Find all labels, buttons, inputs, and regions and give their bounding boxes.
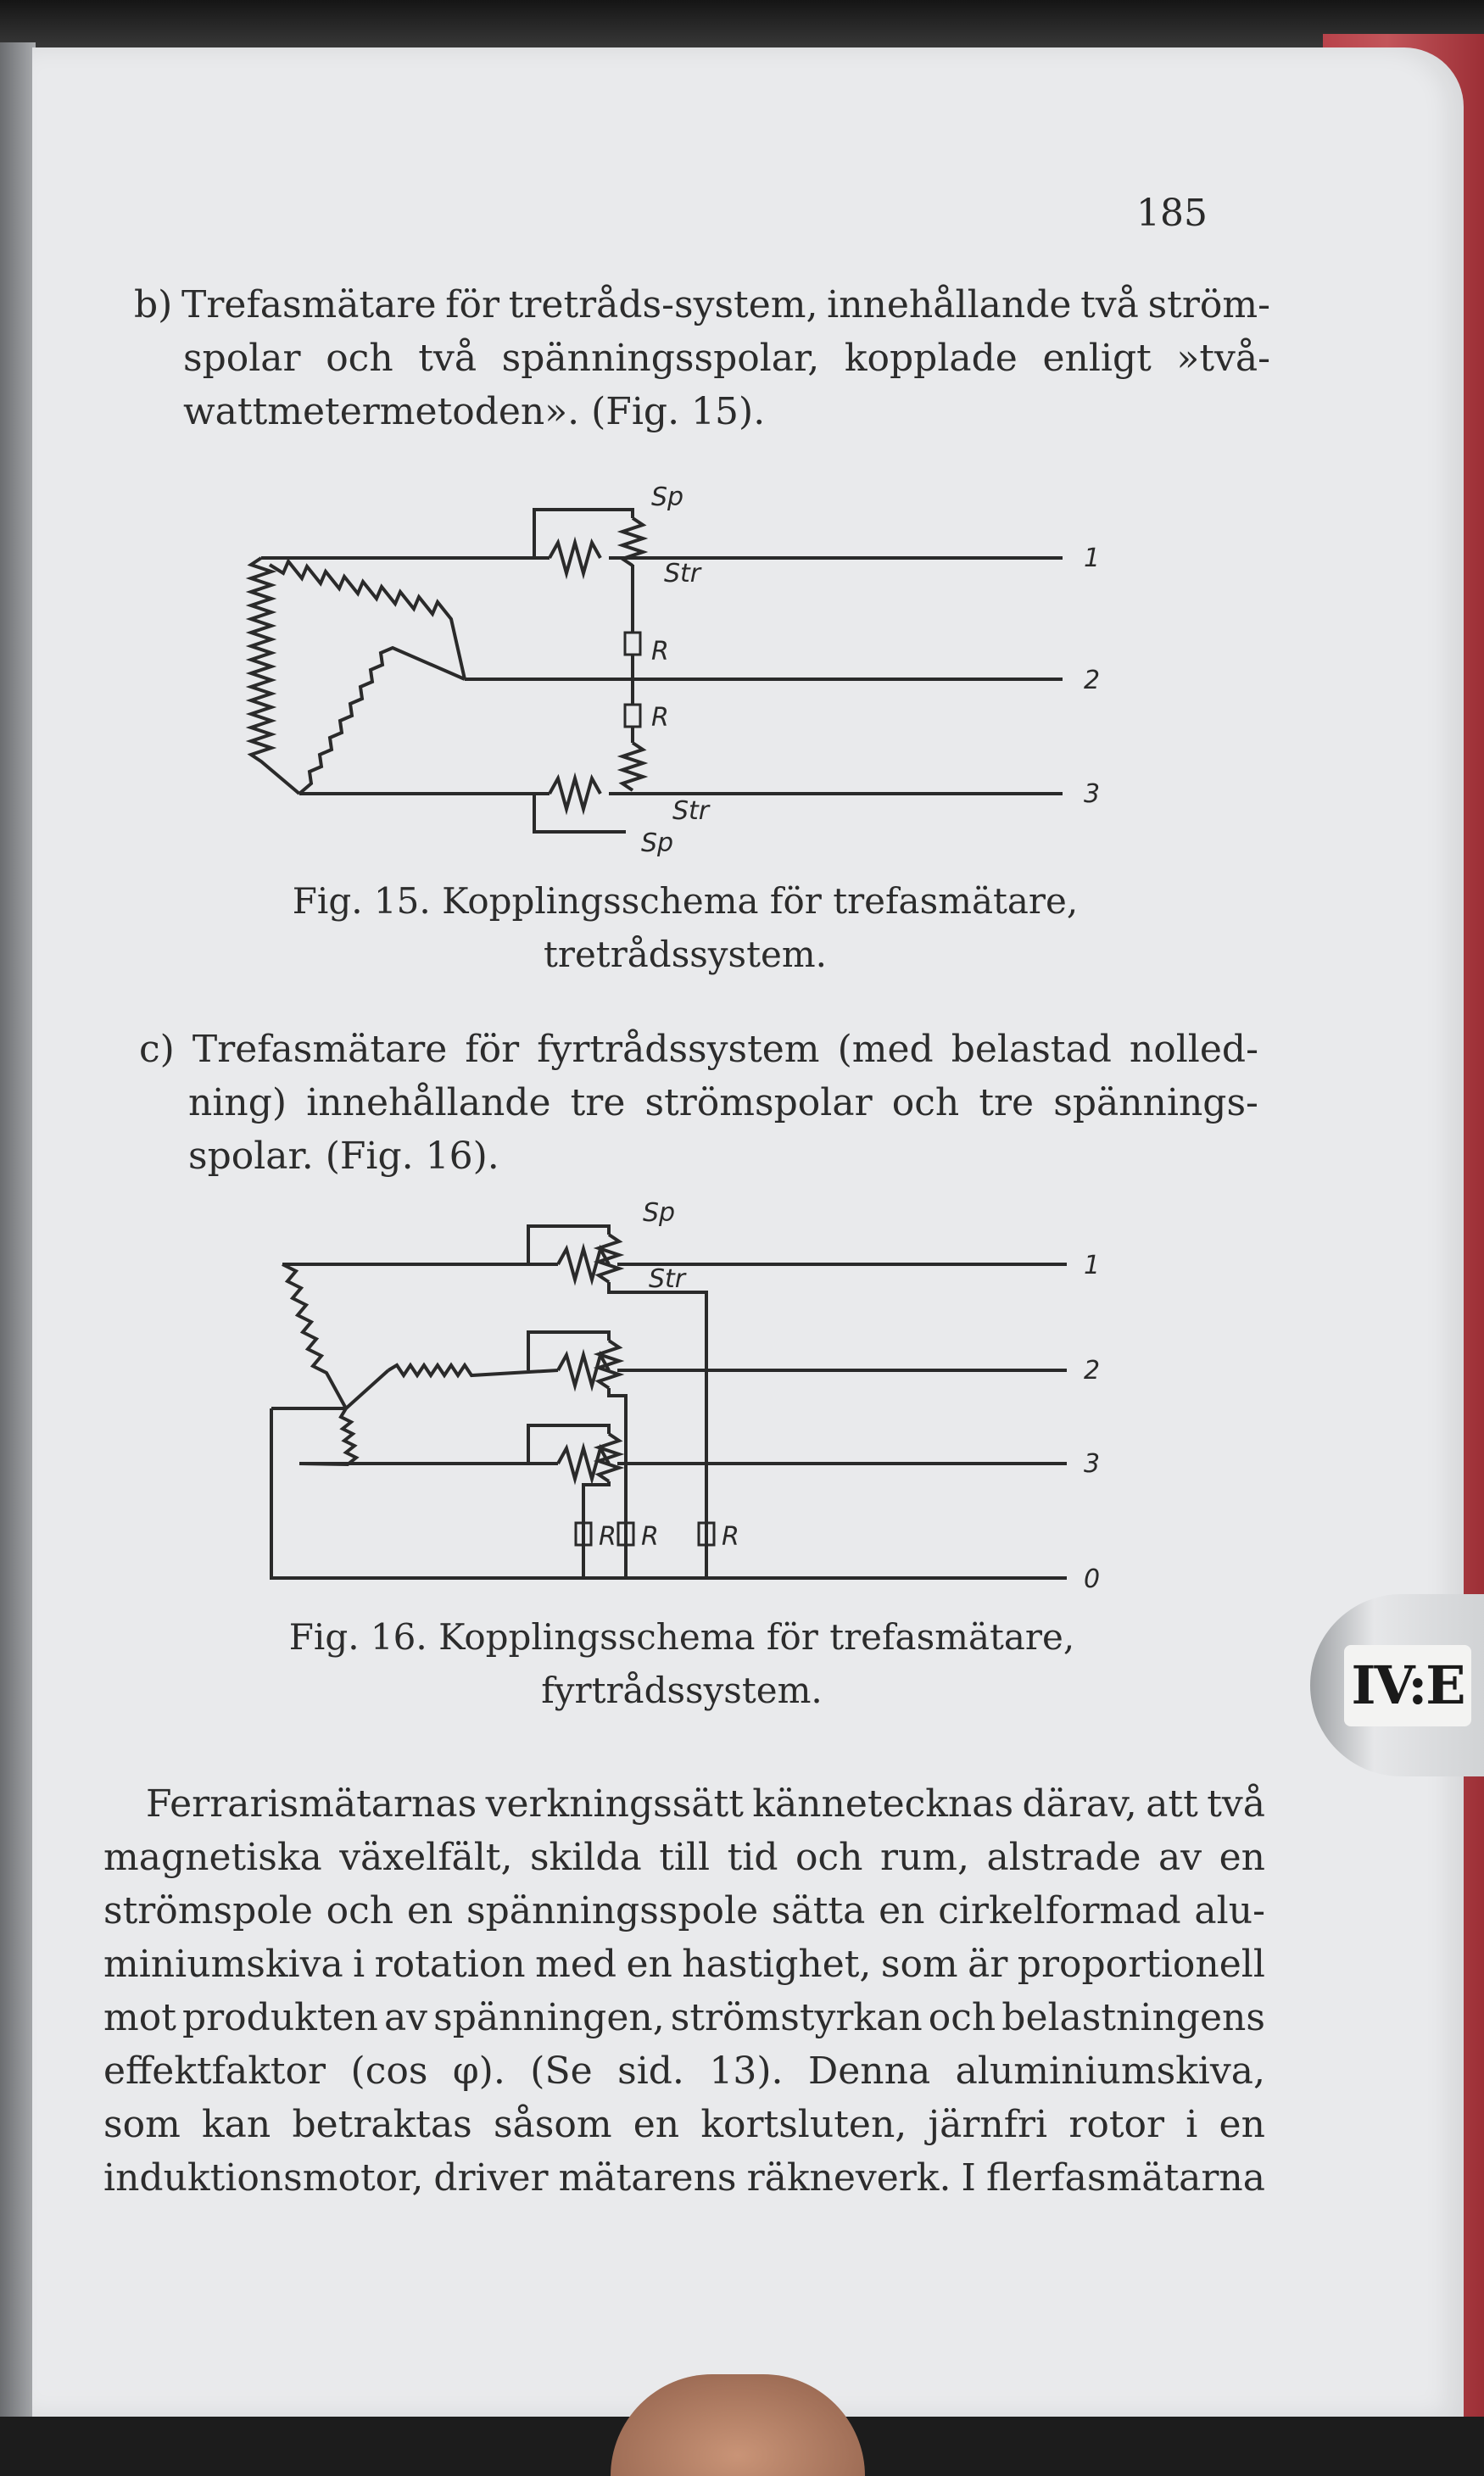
text-line [103, 1991, 1265, 2044]
word: kännetecknas [752, 1782, 1014, 1826]
word: flerfasmätarna [985, 2156, 1265, 2200]
word: en [1219, 2103, 1265, 2146]
word: belastningens [1001, 1996, 1265, 2039]
generator-coil-1 [282, 1264, 346, 1408]
word: φ). [452, 2049, 505, 2093]
label-sp-top: Sp [651, 482, 684, 512]
word: i [353, 1943, 365, 1986]
word: till [659, 1836, 711, 1879]
text-line [103, 2151, 1265, 2205]
current-coil-1 [550, 543, 600, 573]
resistor-r2 [625, 705, 640, 727]
word: b) [134, 283, 173, 326]
word: växelfält, [339, 1836, 513, 1879]
label-r3: R [722, 1522, 739, 1552]
word: och [795, 1836, 863, 1879]
body-paragraph [103, 1777, 1265, 2205]
word: cirkelformad [938, 1889, 1181, 1932]
word: innehållande [306, 1081, 551, 1124]
text-line [134, 278, 1270, 332]
word: spänningsspolar, [501, 337, 820, 380]
word: »två- [1176, 337, 1270, 380]
word: verkningssätt [485, 1782, 744, 1826]
generator-coil-upper [270, 561, 465, 679]
label-line-1: 1 [1084, 544, 1101, 573]
word: tre [570, 1081, 626, 1124]
word: I [961, 2156, 976, 2200]
word: spolar [183, 337, 301, 380]
text-line: wattmetermetoden». (Fig. 15). [183, 390, 766, 433]
word: i [1186, 2103, 1198, 2146]
label-line-1: 1 [1084, 1251, 1101, 1280]
word: med [535, 1943, 617, 1986]
word: därav, [1022, 1782, 1137, 1826]
word: belastad [951, 1028, 1112, 1071]
word: driver [433, 2156, 549, 2200]
word: två [418, 337, 477, 380]
generator-coil-left [251, 558, 299, 794]
word: 13). [709, 2049, 784, 2093]
word: skilda [529, 1836, 642, 1879]
label-sp-top: Sp [643, 1198, 676, 1228]
word: aluminiumskiva, [955, 2049, 1265, 2093]
fig16-caption [266, 1610, 1097, 1717]
word: spänningen, [433, 1996, 665, 2039]
word: och [326, 337, 393, 380]
voltage-coil-2 [622, 743, 643, 790]
word: miniumskiva [103, 1943, 343, 1986]
background-top-edge [0, 0, 1484, 51]
word: för [465, 1028, 520, 1071]
word: tre [979, 1081, 1035, 1124]
word: två [1080, 283, 1139, 326]
label-r2: R [651, 703, 669, 733]
word: en [633, 2103, 680, 2146]
word: betraktas [292, 2103, 472, 2146]
label-line-2: 2 [1084, 1356, 1101, 1386]
word: räkneverk. [746, 2156, 951, 2200]
word: ning) [188, 1081, 287, 1124]
word: kan [202, 2103, 271, 2146]
word: tid [727, 1836, 778, 1879]
word: enligt [1042, 337, 1152, 380]
word: av [1158, 1836, 1202, 1879]
word: såsom [493, 2103, 612, 2146]
resistor-r1 [625, 633, 640, 655]
text-line [183, 332, 1270, 385]
fig15-caption [270, 874, 1101, 981]
word: är [968, 1943, 1008, 1986]
generator-coil-2 [388, 1365, 558, 1375]
word: produkten [181, 1996, 378, 2039]
text-line [146, 1777, 1265, 1831]
word: som [103, 2103, 181, 2146]
caption-line: tretrådssystem. [544, 934, 827, 975]
label-str-bottom: Str [672, 796, 710, 826]
label-r1: R [651, 637, 669, 666]
word: rotation [374, 1943, 526, 1986]
word: rotor [1068, 2103, 1165, 2146]
fig16-circuit-diagram [227, 1192, 1118, 1616]
word: tretråds-system, [508, 283, 818, 326]
word: som [880, 1943, 958, 1986]
label-sp-bottom: Sp [641, 828, 674, 858]
word: strömstyrkan [670, 1996, 923, 2039]
word: innehållande [827, 283, 1072, 326]
fig15-circuit-diagram [236, 471, 1118, 878]
text-line [103, 2098, 1265, 2151]
word: järnfri [928, 2103, 1048, 2146]
caption-line: Fig. 15. Kopplingsschema för trefasmätare, [292, 880, 1079, 922]
caption-line: fyrtrådssystem. [541, 1670, 823, 1711]
word: spänningsspole [466, 1889, 759, 1932]
word: alu- [1194, 1889, 1265, 1932]
word: mätarens [558, 2156, 737, 2200]
word: en [406, 1889, 454, 1932]
word: induktionsmotor, [103, 2156, 424, 2200]
word: två [1207, 1782, 1265, 1826]
book-page [32, 47, 1464, 2417]
word: och [928, 1996, 996, 2039]
text-line [188, 1076, 1258, 1129]
word: nolled- [1129, 1028, 1258, 1071]
label-str-top: Str [649, 1264, 686, 1294]
word: magnetiska [103, 1836, 322, 1879]
label-str-top: Str [664, 559, 701, 588]
word: mot [103, 1996, 176, 2039]
generator-coil-3 [299, 1408, 356, 1464]
word: fyrtrådssystem [537, 1028, 820, 1071]
label-line-3: 3 [1084, 779, 1101, 809]
word: och [891, 1081, 960, 1124]
text-line [103, 2044, 1265, 2098]
label-r1: R [599, 1522, 616, 1552]
page-left-shadow [0, 42, 36, 2417]
label-r2: R [641, 1522, 659, 1552]
generator-coil-lower [299, 648, 465, 794]
word: c) [139, 1028, 175, 1071]
word: ström- [1147, 283, 1270, 326]
index-tab-label: IV:E [1344, 1645, 1471, 1726]
word: sätta [771, 1889, 866, 1932]
word: rum, [879, 1836, 970, 1879]
word: spännings- [1053, 1081, 1258, 1124]
section-b-paragraph [134, 278, 1270, 438]
word: hastighet, [682, 1943, 872, 1986]
text-line [103, 1884, 1265, 1938]
text-line [103, 1938, 1265, 1991]
label-line-2: 2 [1084, 666, 1101, 695]
word: en [879, 1889, 925, 1932]
word: strömspolar [644, 1081, 873, 1124]
word: och [326, 1889, 394, 1932]
word: Ferrarismätarnas [146, 1782, 477, 1826]
caption-line: Fig. 16. Kopplingsschema för trefasmätare, [288, 1616, 1075, 1658]
section-c-paragraph [139, 1023, 1258, 1183]
current-coil-2 [550, 778, 600, 809]
word: Denna [807, 2049, 931, 2093]
word: sid. [617, 2049, 684, 2093]
word: effektfaktor [103, 2049, 326, 2093]
word: Trefasmätare [181, 283, 437, 326]
word: (Se [530, 2049, 593, 2093]
word: kortsluten, [700, 2103, 907, 2146]
text-line: spolar. (Fig. 16). [188, 1135, 499, 1178]
word: kopplade [844, 337, 1018, 380]
word: strömspole [103, 1889, 313, 1932]
word: (med [837, 1028, 934, 1071]
word: av [383, 1996, 428, 2039]
word: alstrade [986, 1836, 1141, 1879]
word: för [445, 283, 499, 326]
word: Trefasmätare [192, 1028, 448, 1071]
label-line-0: 0 [1084, 1564, 1101, 1594]
label-line-3: 3 [1084, 1449, 1101, 1479]
word: en [1219, 1836, 1265, 1879]
word: (cos [350, 2049, 428, 2093]
word: att [1146, 1782, 1198, 1826]
text-line [139, 1023, 1258, 1076]
page-number: 185 [1136, 192, 1208, 235]
word: en [626, 1943, 672, 1986]
word: proportionell [1017, 1943, 1265, 1986]
text-line [103, 1831, 1265, 1884]
